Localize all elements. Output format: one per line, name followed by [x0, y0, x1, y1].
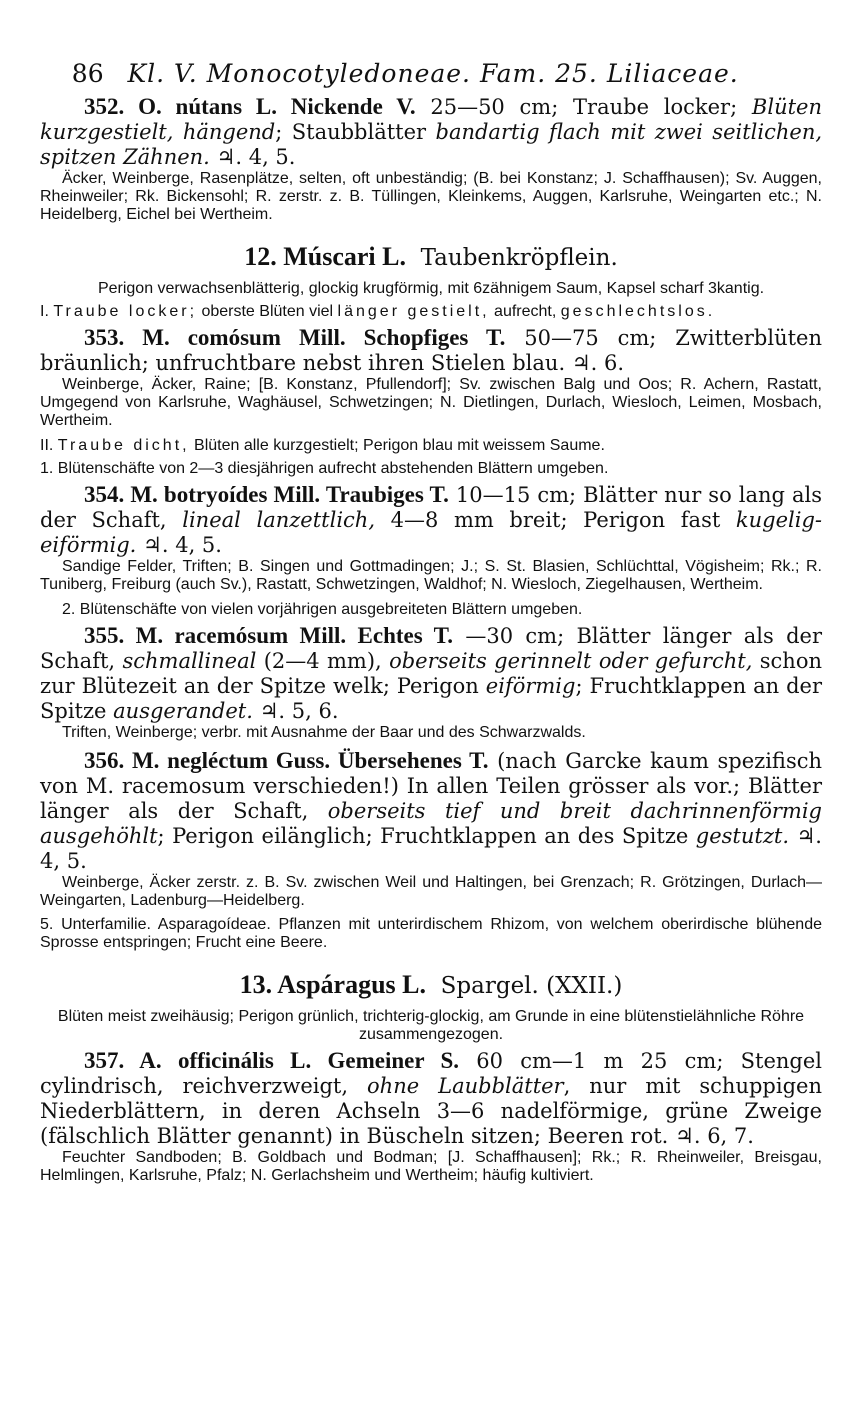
- genus-13-heading: 13. Aspáragus L. Spargel. (XXII.): [239, 970, 623, 999]
- species-352-heading: 352. O. nútans L. Nickende V.: [84, 94, 416, 119]
- species-355-distribution: Triften, Weinberge; verbr. mit Ausnahme der Baar und des Schwarzwalds.: [62, 724, 586, 741]
- species-354: [40, 482, 822, 594]
- species-356-heading: 356. M. negléctum Guss. Übersehenes T.: [84, 748, 489, 773]
- key-II: II. Traube dicht, Blüten alle kurzgestielt; Perigon blau mit weissem Saume.: [40, 437, 605, 454]
- species-352: [40, 94, 822, 224]
- species-355: [40, 623, 822, 742]
- key-2: 2. Blütenschäfte von vielen vorjährigen ausgebreiteten Blättern umgeben.: [62, 601, 583, 618]
- species-354-description: 354. M. botryoídes Mill. Traubiges T. 10—15 cm; Blätter nur so lang als der Schaft, lineal lanzettlich, 4—8 mm breit; Perigon fast kugelig-eiförmig. ♃. 4, 5.: [40, 482, 823, 557]
- species-355-description: 355. M. racemósum Mill. Echtes T. —30 cm; Blätter länger als der Schaft, schmallineal (2—4 mm), oberseits gerinnelt oder gefurcht, schon zur Blütezeit an der Spitze welk; Perigon eiförmig; Fruchtklappen an der Spitze ausgerandet. ♃. 5, 6.: [40, 623, 823, 723]
- species-356: [40, 748, 822, 910]
- page-number: 86: [71, 59, 104, 88]
- subfamily-note: 5. Unterfamilie. Asparagoídeae. Pflanzen mit unterirdischem Rhizom, von welchem oberirdische blühende Sprosse entspringen; Frucht eine Beere.: [40, 916, 822, 951]
- species-352-description: 352. O. nútans L. Nickende V. 25—50 cm; Traube locker; Blüten kurzgestielt, hängend; Staubblätter bandartig flach mit zwei seitlichen, spitzen Zähnen. ♃. 4, 5.: [40, 94, 823, 169]
- species-356-distribution: Weinberge, Äcker zerstr. z. B. Sv. zwischen Weil und Haltingen, bei Grenzach; R. Grötzingen, Durlach—Weingarten, Ladenburg—Heidelberg.: [40, 874, 822, 909]
- species-357-description: 357. A. officinális L. Gemeiner S. 60 cm—1 m 25 cm; Stengel cylindrisch, reichverzweigt, ohne Laubblätter, nur mit schuppigen Niederblättern, in deren Achseln 3—6 nadelförmige, grüne Zweige (fälschlich Blätter genannt) in Büscheln sitzen; Beeren rot. ♃. 6, 7.: [40, 1048, 823, 1148]
- running-header: [40, 30, 822, 88]
- genus-12-description: Perigon verwachsenblätterig, glockig krugförmig, mit 6zähnigem Saum, Kapsel scharf 3kantig.: [97, 280, 765, 297]
- key-I: I. Traube locker; oberste Blüten viel länger gestielt, aufrecht, geschlechtslos.: [40, 303, 716, 320]
- species-353-heading: 353. M. comósum Mill. Schopfiges T.: [84, 325, 506, 350]
- species-357-heading: 357. A. officinális L. Gemeiner S.: [84, 1048, 460, 1073]
- species-355-heading: 355. M. racemósum Mill. Echtes T.: [84, 623, 454, 648]
- species-356-description: 356. M. negléctum Guss. Übersehenes T. (nach Garcke kaum spezifisch von M. racemosum verschieden!) In allen Teilen grösser als vor.; Blätter länger als der Schaft, oberseits tief und breit dachrinnenförmig ausgehöhlt; Perigon eilänglich; Fruchtklappen an des Spitze gestutzt. ♃. 4, 5.: [40, 748, 823, 873]
- page: [40, 30, 822, 1191]
- species-357-distribution: Feuchter Sandboden; B. Goldbach und Bodman; [J. Schaffhausen]; Rk.; R. Rheinweiler, Breisgau, Helmlingen, Karlsruhe, Pfalz; N. Gerlachsheim und Wertheim; häufig kultiviert.: [40, 1149, 822, 1184]
- genus-13-description: Blüten meist zweihäusig; Perigon grünlich, trichterig-glockig, am Grunde in eine blütenstielähnliche Röhre zusammengezogen.: [57, 1008, 805, 1043]
- species-353-description: 353. M. comósum Mill. Schopfiges T. 50—75 cm; Zwitterblüten bräunlich; unfruchtbare nebst ihren Stielen blau. ♃. 6.: [40, 325, 822, 375]
- species-353-distribution: Weinberge, Äcker, Raine; [B. Konstanz, Pfullendorf]; Sv. zwischen Balg und Oos; R. Achern, Rastatt, Umgegend von Karlsruhe, Waghäusel, Schwetzingen; N. Dietlingen, Durlach, Wiesloch, Leimen, Mosbach, Wertheim.: [40, 376, 822, 429]
- key-1: 1. Blütenschäfte von 2—3 diesjährigen aufrecht abstehenden Blättern umgeben.: [40, 460, 609, 477]
- species-353: [40, 325, 822, 430]
- species-354-heading: 354. M. botryoídes Mill. Traubiges T.: [84, 482, 449, 507]
- species-354-distribution: Sandige Felder, Triften; B. Singen und Gottmadingen; J.; S. St. Blasien, Schlüchttal, Vögisheim; Rk.; R. Tuniberg, Freiburg (auch Sv.), Rastatt, Schwetzingen, Waldhof; N. Wiesloch, Ziegelhausen, Wertheim.: [40, 558, 822, 593]
- running-title: Kl. V. Monocotyledoneae. Fam. 25. Liliaceae.: [127, 59, 739, 88]
- genus-12-heading: 12. Múscari L. Taubenkröpflein.: [244, 242, 618, 271]
- species-357: [40, 1048, 822, 1185]
- species-352-distribution: Äcker, Weinberge, Rasenplätze, selten, oft unbeständig; (B. bei Konstanz; J. Schaffhausen); Sv. Auggen, Rheinweiler; Rk. Bickensohl; R. zerstr. z. B. Tüllingen, Kleinkems, Auggen, Karlsruhe, Weingarten etc.; N. Heidelberg, Eichel bei Wertheim.: [40, 170, 822, 223]
